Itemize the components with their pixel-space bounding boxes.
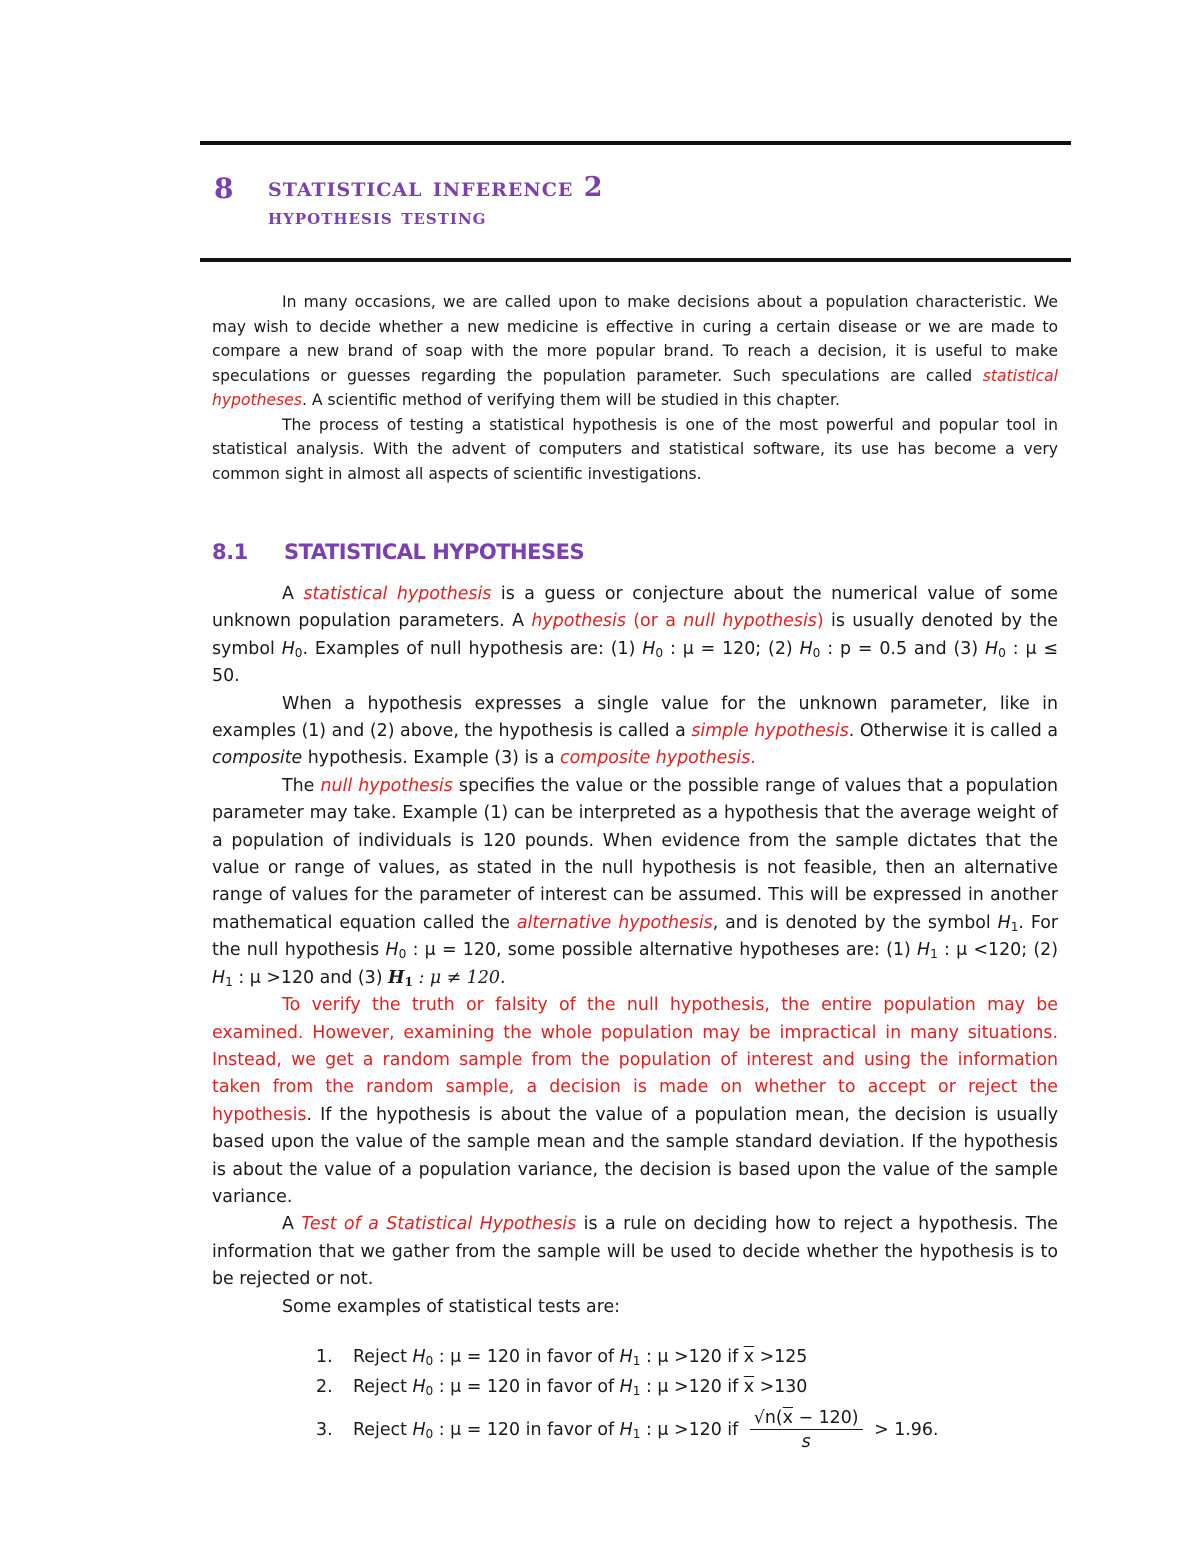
list-item: [316, 1408, 938, 1452]
section-number: 8.1: [212, 540, 248, 564]
math-xbar: $\overline{x}$: [743, 1377, 755, 1397]
math-symbol: H: [281, 638, 295, 659]
term-null-hypothesis: null hypothesis: [320, 775, 453, 796]
body-paragraph-1: A statistical hypothesis is a guess or conjecture about the numerical value of some unknown population parameters. A hypothesis (or a null hypothesis) is usually denoted by the symbol $H_0$. Examples of null hypothesis are: (1) $H_0$ : μ = 120; (2) $H_0$ : p = 0.5 and (3) $H_0$ : μ ≤ 50.: [212, 584, 1058, 687]
list-text: if: [721, 1347, 744, 1367]
math-expression: : μ >120: [640, 1420, 722, 1440]
math-symbol: H: [412, 1420, 426, 1440]
text-run: is usually denoted by the symbol: [212, 611, 1058, 659]
top-rule: [200, 141, 1071, 145]
text-run: , and is denoted by the symbol: [712, 912, 998, 933]
term-alternative-hypothesis: alternative hypothesis: [516, 912, 713, 933]
math-expression: : μ ≤ 50: [212, 638, 1058, 687]
math-subscript: 0: [655, 645, 664, 660]
math-expression: > 1.96.: [868, 1420, 939, 1440]
text-run: .: [750, 748, 756, 769]
math-subscript: 0: [425, 1354, 434, 1368]
term-null-hypothesis: null hypothesis: [683, 611, 817, 632]
text-run: ; (2): [755, 638, 800, 659]
text-run: The: [282, 775, 321, 796]
math-symbol: H: [642, 638, 656, 659]
term-hypothesis: hypothesis: [531, 611, 626, 632]
list-text: if: [721, 1377, 744, 1397]
section-heading: [212, 540, 584, 564]
math-example-2: [800, 639, 907, 659]
math-expression: : p = 0.5: [820, 638, 908, 659]
math-expression: : μ >120: [640, 1347, 722, 1367]
text-run: . For the null hypothesis: [212, 912, 1059, 961]
term-statistical-hypothesis: statistical hypothesis: [303, 584, 492, 604]
list-number: 1.: [316, 1347, 333, 1367]
math-symbol: H: [997, 912, 1011, 933]
text-run: . Examples of null hypothesis are: (1): [302, 638, 643, 659]
math-xbar: $\overline{x}$: [782, 1408, 793, 1428]
math-h0: [412, 1377, 520, 1397]
intro-paragraph-2: The process of testing a statistical hypothesis is one of the most powerful and popular tool in statistical analysis. With the advent of computers and statistical software, its use has become a very common sight in almost all aspects of scientific investigations.: [212, 415, 1058, 483]
math-null: [386, 940, 497, 960]
math-subscript: 1: [225, 974, 233, 989]
math-expression: >130: [754, 1377, 808, 1397]
math-symbol: H: [412, 1377, 426, 1397]
body-text: [212, 581, 1058, 1321]
text-run: . Otherwise it is called a: [848, 721, 1058, 742]
math-subscript: 1: [404, 974, 413, 989]
term-simple-hypothesis: simple hypothesis: [691, 721, 849, 742]
math-expression: : μ = 120: [663, 638, 756, 659]
chapter-title: statistical inference 2: [268, 172, 604, 203]
math-subscript: 0: [998, 645, 1006, 660]
math-symbol: H: [619, 1347, 633, 1367]
text-run: and (3): [907, 638, 986, 659]
text-run: , some possible alternative hypotheses are: (1): [496, 940, 917, 961]
list-item: [316, 1347, 807, 1367]
math-h1: [620, 1377, 722, 1397]
fraction-denominator: s: [801, 1432, 811, 1452]
term-test-of-hypothesis: Test of a Statistical Hypothesis: [301, 1214, 577, 1235]
math-h1: [998, 913, 1019, 933]
math-symbol: H: [799, 638, 813, 659]
math-subscript: 0: [812, 645, 821, 660]
math-expression: >125: [754, 1347, 808, 1367]
text-run: is a rule on deciding how to reject a hypothesis. The information that we gather from the sample will be used to decide whether the hypothesis is to be rejected or not.: [212, 1214, 1058, 1290]
text-run: A: [282, 1214, 302, 1235]
chapter-number: 8: [214, 172, 235, 205]
math-expression: : μ <120: [937, 940, 1022, 961]
list-text: Reject: [353, 1420, 413, 1440]
math-subscript: 1: [632, 1427, 641, 1441]
list-text: in favor of: [520, 1347, 620, 1367]
bottom-rule: [200, 258, 1071, 262]
math-subscript: 0: [425, 1427, 434, 1441]
math-subscript: 0: [294, 645, 303, 660]
math-symbol: H: [916, 940, 931, 961]
math-symbol: H: [619, 1420, 633, 1440]
body-paragraph-4: [212, 992, 1058, 1211]
text-run: A: [282, 584, 304, 604]
math-expression: : μ = 120: [433, 1347, 521, 1367]
term-composite-hypothesis: composite hypothesis: [560, 748, 751, 769]
section-title: STATISTICAL HYPOTHESES: [284, 540, 585, 564]
list-text: if: [721, 1420, 744, 1440]
math-expression: : μ >120: [640, 1377, 722, 1397]
math-alt-1: [917, 940, 1021, 960]
math-subscript: 1: [1010, 919, 1019, 934]
text-run: and (3): [314, 967, 389, 988]
list-text: Reject: [353, 1347, 413, 1367]
text-run: . If the hypothesis is about the value of a population mean, the decision is usually based upon the value of the sample mean and the sample standard deviation. If the hypothesis is about the value of a population variance, the decision is based upon the value of the sample variance.: [212, 1104, 1058, 1207]
math-h0: [412, 1420, 520, 1440]
text-run: is a guess or conjecture about the numerical value of some unknown population parameters. A: [212, 584, 1058, 632]
math-symbol: H: [385, 940, 399, 961]
math-symbol: H: [619, 1377, 633, 1397]
list-text: in favor of: [520, 1420, 620, 1440]
text-run: ; (2): [1021, 940, 1058, 961]
math-subscript: 1: [930, 947, 938, 962]
list-number: 2.: [316, 1377, 333, 1397]
math-h0: [282, 639, 303, 659]
chapter-subtitle: hypothesis testing: [268, 204, 487, 230]
body-paragraph-6: Some examples of statistical tests are:: [282, 1296, 621, 1317]
intro-p1-text: In many occasions, we are called upon to make decisions about a population characteristic. We may wish to decide whether a new medicine is effective in curing a certain disease or we are made to compare a new brand of soap with the more popular brand. To reach a decision, it is useful to make speculations or guesses regarding the population parameter. Such speculations are called: [212, 293, 1058, 385]
math-symbol: H: [412, 1347, 426, 1367]
math-h0: [412, 1347, 520, 1367]
math-symbol: H: [388, 967, 405, 988]
list-item: [316, 1377, 807, 1397]
fraction-numerator: [750, 1408, 863, 1430]
math-expression: : μ ≠ 120: [412, 967, 500, 988]
body-paragraph-5: [212, 1211, 1058, 1293]
emphasis-run: To verify the truth or falsity of the null hypothesis, the entire population may be examined. However, examining the whole population may be impractical in many situations. Instead, we get a random sample from the population of interest and using the information taken from the random sample, a decision is made on whether to accept or reject the hypothesis: [212, 995, 1058, 1125]
math-subscript: 1: [632, 1354, 641, 1368]
math-sqrt: √n(: [753, 1408, 783, 1428]
math-alt-2: [212, 968, 314, 988]
test-statistic-fraction: [750, 1408, 863, 1452]
math-h1: [620, 1420, 722, 1440]
math-expression: : μ = 120: [406, 940, 497, 961]
intro-paragraph-1: [212, 290, 1058, 413]
term-composite: composite: [212, 748, 303, 769]
list-text: Reject: [353, 1377, 413, 1397]
math-subscript: 0: [425, 1384, 434, 1398]
math-example-1: [642, 639, 755, 659]
intro-p1-text-end: . A scientific method of verifying them will be studied in this chapter.: [301, 391, 840, 409]
math-h1: [620, 1347, 722, 1367]
text-run: specifies the value or the possible range of values that a population parameter may take. Example (1) can be interpreted as a hypothesis that the average weight of a population of individuals is 120 pounds. When evidence from the sample dictates that the value or range of values, as stated in the null hypothesis is not feasible, then an alternative range of values for the parameter of interest can be assumed. This will be expressed in another mathematical equation called the: [212, 775, 1058, 933]
math-expression: : μ >120: [232, 967, 315, 988]
math-expression: − 120): [792, 1408, 859, 1428]
text-run: (or a: [625, 611, 684, 632]
math-expression: : μ = 120: [433, 1377, 521, 1397]
math-expression: : μ = 120: [433, 1420, 521, 1440]
intro-text: [212, 290, 1058, 486]
intro-p1-emphasis: statistical hypotheses: [212, 366, 1058, 409]
math-subscript: 1: [632, 1384, 641, 1398]
math-alt-3: [388, 968, 500, 988]
math-xbar: $\overline{x}$: [743, 1347, 755, 1367]
body-paragraph-2: [212, 691, 1058, 773]
math-symbol: H: [212, 967, 226, 988]
math-subscript: 0: [398, 947, 407, 962]
list-number: 3.: [316, 1420, 333, 1440]
body-paragraph-3: The null hypothesis specifies the value or the possible range of values that a population parameter may take. Example (1) can be interpreted as a hypothesis that the average weight of a population of individuals is 120 pounds. When evidence from the sample dictates that the value or range of values, as stated in the null hypothesis is not feasible, then an alternative range of values for the parameter of interest can be assumed. This will be expressed in another mathematical equation called the alternative hypothesis, and is denoted by the symbol $H_1$. For the null hypothesis $H_0$ : μ = 120, some possible alternative hypotheses are: (1) $H_1$ : μ <120; (2) $H_1$ : μ >120 and (3) $H_1$ : μ ≠ 120.: [212, 775, 1059, 989]
text-run: ): [816, 611, 824, 632]
text-run: When a hypothesis expresses a single value for the unknown parameter, like in examples (1) and (2) above, the hypothesis is called a: [212, 693, 1058, 742]
text-run: hypothesis. Example (3) is a: [302, 748, 561, 769]
list-text: in favor of: [520, 1377, 620, 1397]
math-symbol: H: [985, 638, 999, 659]
